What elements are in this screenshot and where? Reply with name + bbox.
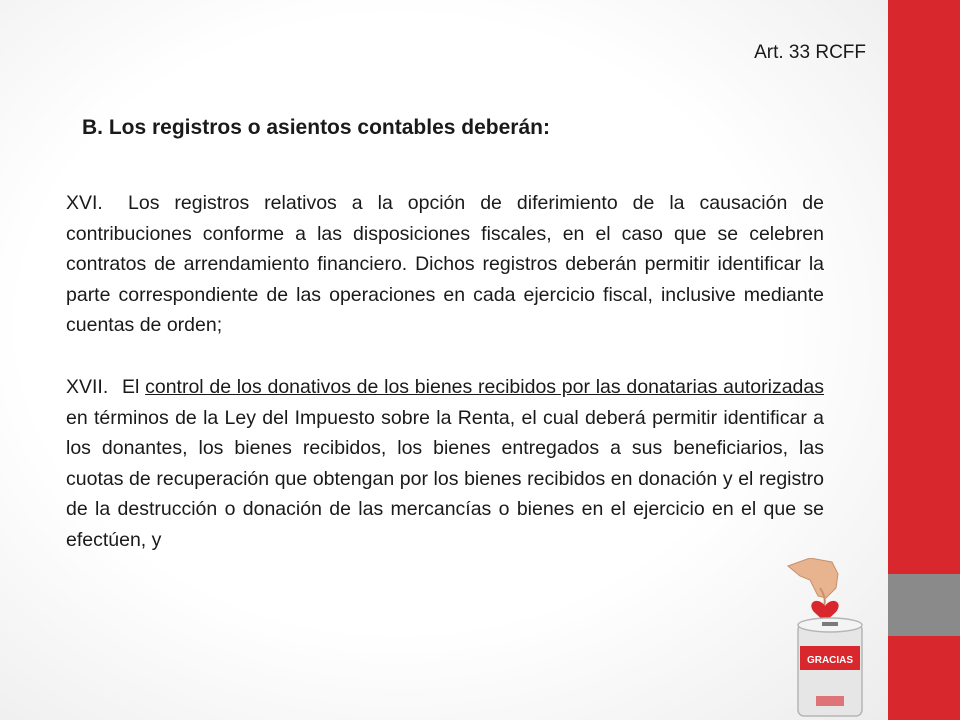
sidebar-gray-band — [888, 574, 960, 636]
sidebar-red-band — [888, 0, 960, 574]
section-heading: B. Los registros o asientos contables deberán: — [82, 116, 550, 139]
item-text: Los registros relativos a la opción de diferimiento de la causación de contribuciones conforme a las disposiciones fiscales, en el caso que se celebren contratos de arrendamiento financiero. Dichos registros deberán permitir identificar la parte correspondiente de las operaciones en cada ejercicio fiscal, inclusive mediante cuentas de orden; — [66, 192, 824, 336]
item-number: XVI. — [66, 192, 103, 214]
hand-shape — [788, 558, 838, 598]
donation-can-icon — [780, 558, 884, 720]
can-small-logo — [816, 696, 844, 706]
item-text-after: en términos de la Ley del Impuesto sobre la Renta, el cual deberá permitir identificar a los donantes, los bienes recibidos, los bienes entregados a sus beneficiarios, las cuotas de recuperación que obtengan por los bienes recibidos en donación y el registro de la destrucción o donación de las mercancías o bienes en el ejercicio en el que se efectúen, y — [66, 406, 824, 551]
sidebar-red-band-bottom — [888, 636, 960, 720]
underlined-text: control de los donativos de los bienes recibidos por las donatarias autorizadas — [145, 376, 824, 398]
paragraph-xvii — [66, 372, 824, 555]
coin-slot — [822, 622, 838, 626]
article-reference: Art. 33 RCFF — [754, 42, 866, 63]
can-label-text: GRACIAS — [806, 655, 854, 666]
paragraph-xvi — [66, 188, 824, 341]
item-text-before: El — [122, 376, 146, 398]
item-number: XVII. — [66, 376, 109, 398]
